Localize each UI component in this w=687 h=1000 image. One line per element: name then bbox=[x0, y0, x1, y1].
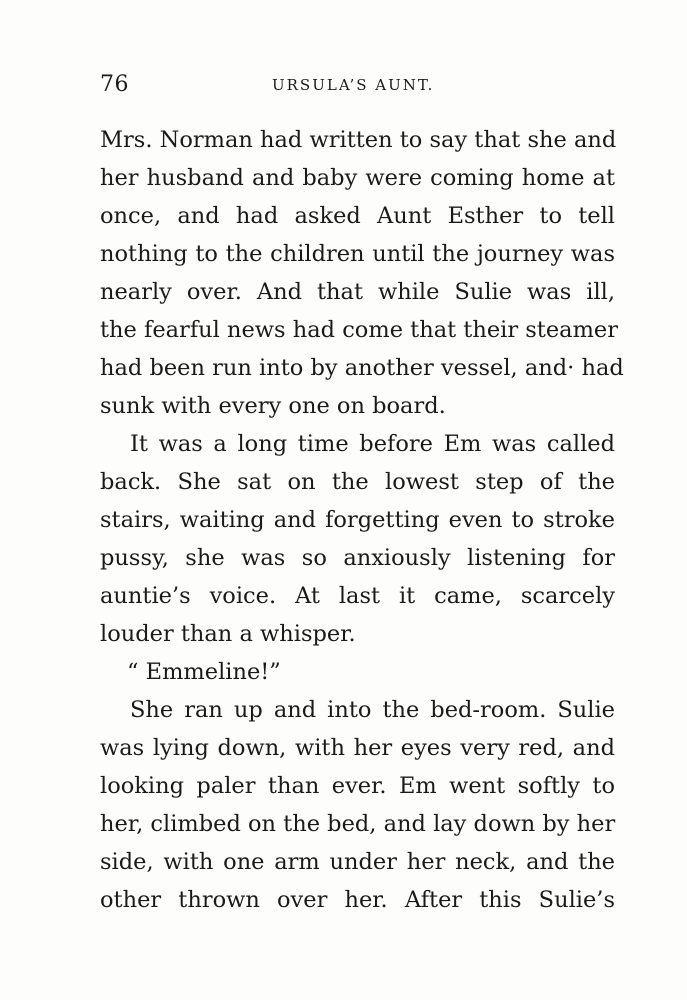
text-line: her, climbed on the bed, and lay down by her bbox=[100, 811, 616, 837]
text-line: nearly over. And that while Sulie was ill, bbox=[100, 279, 615, 305]
text-line: once, and had asked Aunt Esther to tell bbox=[100, 203, 615, 229]
running-title: URSULA’S AUNT. bbox=[272, 76, 435, 94]
text-line: sunk with every one on board. bbox=[100, 393, 446, 419]
text-line: louder than a whisper. bbox=[100, 621, 356, 647]
text-line: other thrown over her. After this Sulie’s bbox=[100, 887, 615, 913]
text-line: auntie’s voice. At last it came, scarcely bbox=[100, 583, 615, 609]
text-line: looking paler than ever. Em went softly to bbox=[100, 773, 615, 799]
text-line: Mrs. Norman had written to say that she and bbox=[100, 127, 617, 153]
text-line: It was a long time before Em was called bbox=[130, 431, 615, 457]
text-line: was lying down, with her eyes very red, and bbox=[100, 735, 615, 761]
text-line: nothing to the children until the journey was bbox=[100, 241, 615, 267]
text-line: back. She sat on the lowest step of the bbox=[100, 469, 615, 495]
text-line: the fearful news had come that their steamer bbox=[100, 317, 618, 343]
page-header bbox=[100, 72, 615, 102]
text-line: She ran up and into the bed-room. Sulie bbox=[130, 697, 615, 723]
text-line: her husband and baby were coming home at bbox=[100, 165, 615, 191]
body-text bbox=[100, 121, 624, 919]
text-line: side, with one arm under her neck, and the bbox=[100, 849, 615, 875]
text-line: pussy, she was so anxiously listening for bbox=[100, 545, 615, 571]
text-line: stairs, waiting and forgetting even to stroke bbox=[100, 507, 615, 533]
page-number: 76 bbox=[100, 72, 129, 97]
text-line: had been run into by another vessel, and· had bbox=[100, 355, 624, 381]
text-line: “ Emmeline!” bbox=[127, 659, 281, 685]
